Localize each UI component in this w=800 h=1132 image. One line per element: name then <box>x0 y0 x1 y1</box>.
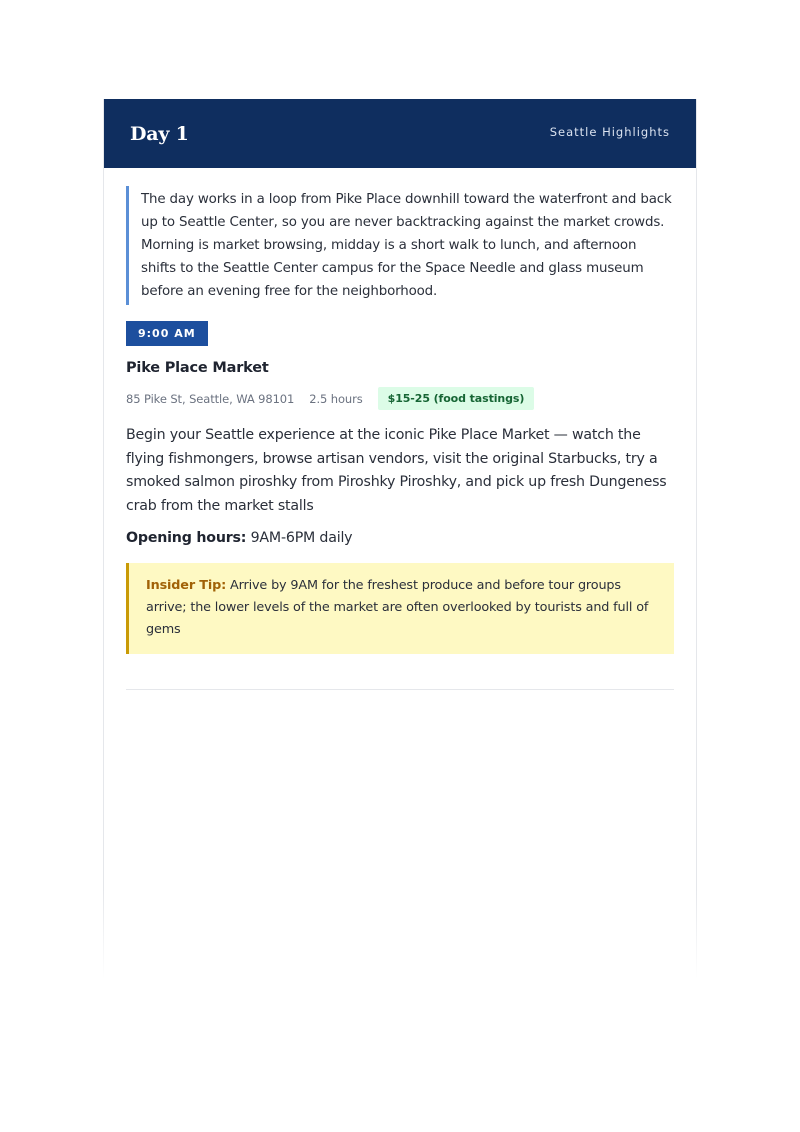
place-name: Pike Place Market <box>126 360 269 376</box>
day-subtitle: Seattle Highlights <box>549 125 670 139</box>
section-divider <box>126 689 674 690</box>
time-badge: 9:00 AM <box>126 321 208 346</box>
activity-item <box>126 305 674 654</box>
day-header <box>104 99 696 168</box>
opening-hours-value: 9AM-6PM daily <box>250 530 353 546</box>
day-overview: The day works in a loop from Pike Place downhill toward the waterfront and back up to Seattle Center, so you are never backtracking against the market crowds. Morning is market browsing, midday is a short walk to lunch, and afternoon shifts to the Seattle Center campus for the Space Needle and glass museum before an evening free for the neighborhood. <box>126 186 674 305</box>
insider-tip <box>126 563 674 654</box>
opening-hours-label: Opening hours: <box>126 530 247 546</box>
activity-meta <box>126 387 674 410</box>
insider-tip-text: Arrive by 9AM for the freshest produce and before tour groups arrive; the lower levels of the market are often overlooked by tourists and full of gems <box>146 578 649 637</box>
activity-description: Begin your Seattle experience at the iconic Pike Place Market — watch the flying fishmongers, browse artisan vendors, visit the original Starbucks, try a smoked salmon piroshky from Piroshky Piroshky, and pick up fresh Dungeness crab from the market stalls <box>126 427 667 514</box>
insider-tip-label: Insider Tip: <box>146 578 227 593</box>
price-badge: $15-25 (food tastings) <box>378 387 535 410</box>
itinerary-day-card <box>103 99 697 979</box>
day-title: Day 1 <box>130 122 189 145</box>
activity-duration: 2.5 hours <box>309 391 363 406</box>
place-address: 85 Pike St, Seattle, WA 98101 <box>126 391 295 406</box>
day-content <box>104 168 696 690</box>
opening-hours <box>126 530 674 546</box>
